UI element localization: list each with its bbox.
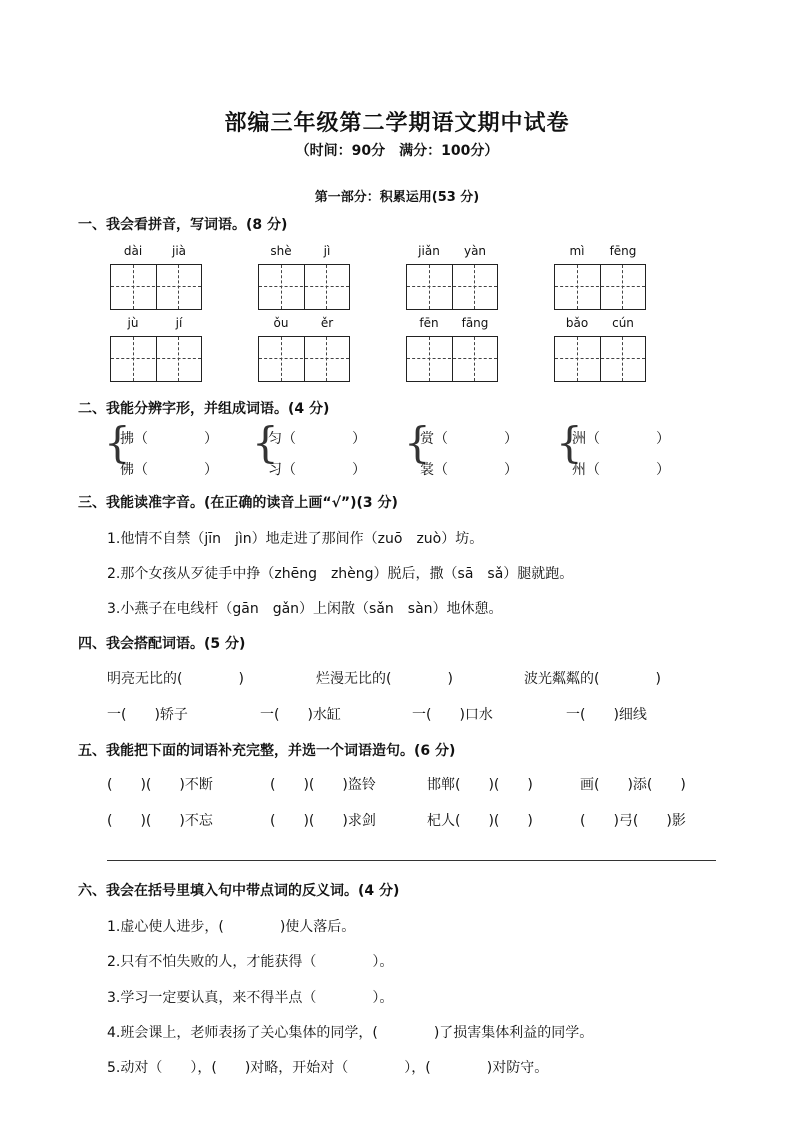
pinyin-label: jí [175,316,183,330]
brace: { [556,418,583,467]
question-line[interactable]: 2.那个女孩从歹徒手中挣（zhēng zhèng）脱后，撒（sā sǎ）腿就跑。 [107,566,574,582]
section-6-heading: 六、我会在括号里填入句中带点词的反义词。(4 分) [78,883,400,899]
char-pair [404,418,560,490]
idiom-item[interactable]: ( )( )不忘 [107,813,213,829]
match-item[interactable]: 一( )水缸 [260,707,341,723]
match-item[interactable]: 烂漫无比的( ) [316,671,453,687]
writing-box[interactable] [406,336,498,382]
char-item[interactable]: 拂（ ） [120,431,218,447]
section-4-heading: 四、我会搭配词语。(5 分) [78,636,246,652]
char-pair [252,418,408,490]
writing-box[interactable] [110,336,202,382]
question-line[interactable]: 5.动对（ ），( )对略，开始对（ ），( )对防守。 [107,1060,549,1076]
char-item[interactable]: 洲（ ） [572,431,670,447]
pinyin-label: fēng [609,244,637,258]
idiom-item[interactable]: ( )( )求剑 [270,813,376,829]
pinyin-label: fāng [461,316,489,330]
idiom-item[interactable]: 画( )添( ) [580,777,686,793]
question-line[interactable]: 3.学习一定要认真，来不得半点（ ）。 [107,990,394,1006]
match-item[interactable]: 波光粼粼的( ) [524,671,661,687]
char-item[interactable]: 佛（ ） [120,462,218,478]
idiom-item[interactable]: 邯郸( )( ) [427,777,533,793]
match-item[interactable]: 一( )口水 [412,707,493,723]
match-item[interactable]: 一( )轿子 [107,707,188,723]
pinyin-label: shè [270,244,292,258]
question-line[interactable]: 1.虚心使人进步，( )使人落后。 [107,919,356,935]
page-title: 部编三年级第二学期语文期中试卷 [224,110,570,136]
char-item[interactable]: 赏（ ） [420,431,518,447]
match-item[interactable]: 明亮无比的( ) [107,671,244,687]
writing-box[interactable] [258,336,350,382]
pinyin-label: jù [127,316,139,330]
char-pair [556,418,712,490]
pinyin-label: mì [569,244,585,258]
pinyin-label: fēn [419,316,439,330]
sentence-answer-line[interactable] [107,860,716,861]
question-line[interactable]: 3.小燕子在电线杆（gān gǎn）上闲散（sǎn sàn）地休憩。 [107,601,503,617]
question-line[interactable]: 2.只有不怕失败的人，才能获得（ ）。 [107,954,394,970]
question-line[interactable]: 1.他情不自禁（jīn jìn）地走进了那间作（zuō zuò）坊。 [107,531,484,547]
section-1-heading: 一、我会看拼音，写词语。(8 分) [78,217,288,233]
brace: { [404,418,431,467]
char-item[interactable]: 匀（ ） [268,431,366,447]
char-pair [104,418,260,490]
pinyin-label: yàn [463,244,487,258]
brace: { [252,418,279,467]
pinyin-label: jì [323,244,331,258]
char-item[interactable]: 习（ ） [268,462,366,478]
part-heading: 第一部分：积累运用(53 分) [314,190,480,205]
section-3-heading: 三、我能读准字音。(在正确的读音上画“√”)(3 分) [78,495,398,511]
pinyin-label: ěr [320,316,334,330]
writing-box[interactable] [554,336,646,382]
pinyin-label: cún [612,316,634,330]
brace: { [104,418,131,467]
pinyin-label: ǒu [273,316,289,330]
idiom-item[interactable]: ( )( )不断 [107,777,213,793]
char-item[interactable]: 裳（ ） [420,462,518,478]
exam-info: （时间：90分 满分：100分） [295,143,499,159]
writing-box[interactable] [406,264,498,310]
pinyin-label: bǎo [565,316,589,330]
idiom-item[interactable]: 杞人( )( ) [427,813,533,829]
section-2-heading: 二、我能分辨字形，并组成词语。(4 分) [78,401,330,417]
writing-box[interactable] [110,264,202,310]
match-item[interactable]: 一( )细线 [566,707,647,723]
writing-box[interactable] [554,264,646,310]
pinyin-label: jiǎn [418,244,440,258]
writing-box[interactable] [258,264,350,310]
question-line[interactable]: 4.班会课上，老师表扬了关心集体的同学，( )了损害集体利益的同学。 [107,1025,594,1041]
pinyin-label: dài [123,244,143,258]
pinyin-label: jià [171,244,187,258]
char-item[interactable]: 州（ ） [572,462,670,478]
section-5-heading: 五、我能把下面的词语补充完整，并选一个词语造句。(6 分) [78,743,456,759]
idiom-item[interactable]: ( )弓( )影 [580,813,686,829]
idiom-item[interactable]: ( )( )盗铃 [270,777,376,793]
